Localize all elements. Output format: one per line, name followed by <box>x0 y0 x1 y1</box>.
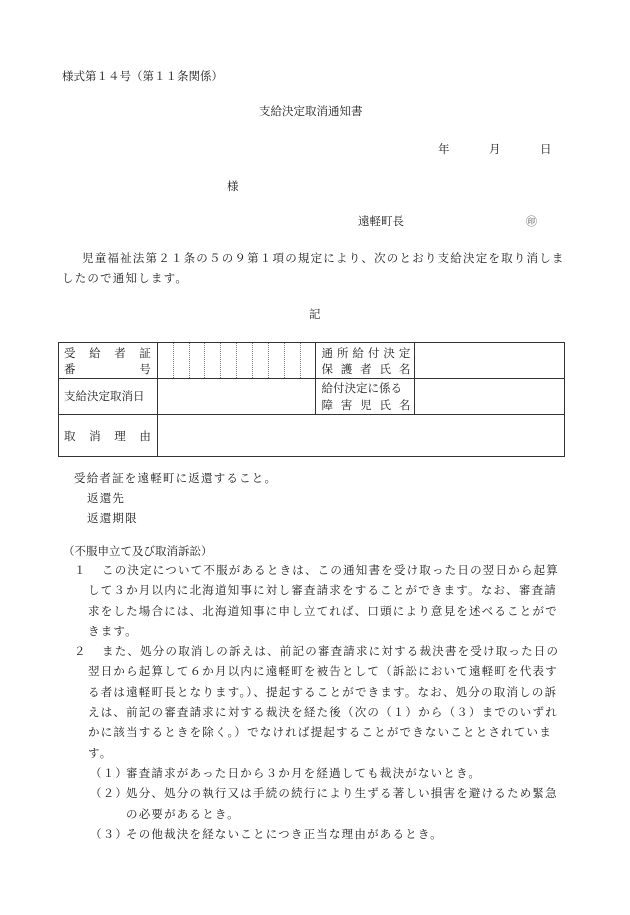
appeal-item-2-number: ２ <box>74 644 87 659</box>
cancel-reason-label: 取 消 理 由 <box>59 415 158 457</box>
issuer-name: 遠軽町長 <box>358 214 404 228</box>
cancel-date-field[interactable] <box>157 379 316 415</box>
appeal-item-1-number: １ <box>74 563 87 577</box>
child-name-field[interactable] <box>415 379 565 415</box>
guardian-name-label <box>316 343 415 379</box>
appeal-subitem-1 <box>74 763 566 783</box>
cancel-date-label: 支給決定取消日 <box>59 379 158 415</box>
child-label-line1: 給付決定に係る <box>321 381 402 395</box>
child-label-line2: 障 害 児 氏 名 <box>321 398 411 412</box>
appeal-item-1 <box>74 560 566 641</box>
date-month-label: 月 <box>489 142 501 156</box>
return-destination-label: 返還先 <box>87 491 126 505</box>
decision-table <box>58 342 565 457</box>
appeal-subitem-3 <box>74 824 566 844</box>
appeal-subitem-1-number: （１） <box>90 765 129 780</box>
appeal-subitem-1-text: 審査請求があった日から３か月を経過しても裁決がないとき。 <box>126 765 482 780</box>
guardian-name-field[interactable] <box>415 343 565 379</box>
ki-marker: 記 <box>309 307 321 321</box>
document-title: 支給決定取消通知書 <box>259 104 363 118</box>
date-day-label: 日 <box>540 142 552 156</box>
cert-digit-boxes <box>158 343 316 378</box>
notice-paragraph: 児童福祉法第２１条の５の９第１項の規定により、次のとおり支給決定を取り消しましたので通知します。 <box>62 251 565 285</box>
recipient-cert-label-line2: 番 号 <box>64 361 151 376</box>
appeal-item-2 <box>74 641 566 763</box>
addressee-suffix: 様 <box>227 179 239 193</box>
guardian-label-line2: 保 護 者 氏 名 <box>321 361 411 376</box>
appeal-subitem-2-text: 処分、処分の執行又は手続の続行により生ずる著しい損害を避けるため緊急の必要があるとき。 <box>126 786 558 821</box>
appeal-subitem-3-number: （３） <box>90 826 129 841</box>
return-instruction: 受給者証を遠軽町に返還すること。 <box>74 471 278 485</box>
appeal-notice <box>74 560 566 844</box>
recipient-cert-label-line1: 受 給 者 証 <box>64 345 151 360</box>
appeal-heading: （不服申立て及び取消訴訟） <box>63 544 213 558</box>
appeal-item-1-text: この決定について不服があるときは、この通知書を受け取った日の翌日から起算して３か月以内に北海道知事に対し審査請求をすることができます。なお、審査請求をした場合には、北海道知事に申し立てれば、口頭により意見を述べることができます。 <box>88 563 559 638</box>
date-year-label: 年 <box>438 142 450 156</box>
form-number: 様式第１４号（第１１条関係） <box>62 69 223 83</box>
seal-mark: ㊞ <box>526 215 537 228</box>
appeal-item-2-text: また、処分の取消しの訴えは、前記の審査請求に対する裁決書を受け取った日の翌日から起算して６か月以内に遠軽町を被告として（訴訟において遠軽町を代表する者は遠軽町長となります。）、提起することができます。なお、処分の取消しの訴えは、前記の審査請求に対する裁決を経た後（次の（１）から（３）までのいずれかに該当するときを除く。）でなければ提起することができないこととされています。 <box>88 644 560 760</box>
recipient-cert-label <box>59 343 158 379</box>
appeal-subitem-2-number: （２） <box>90 786 129 801</box>
child-name-label <box>316 379 415 415</box>
appeal-subitem-2 <box>74 783 566 824</box>
guardian-label-line1: 通 所 給 付 決 定 <box>321 345 411 360</box>
recipient-cert-number-cell[interactable] <box>157 343 316 379</box>
appeal-subitem-3-text: その他裁決を経ないことにつき正当な理由があるとき。 <box>126 826 443 841</box>
cancel-reason-field[interactable] <box>157 415 564 457</box>
return-deadline-label: 返還期限 <box>87 511 138 525</box>
